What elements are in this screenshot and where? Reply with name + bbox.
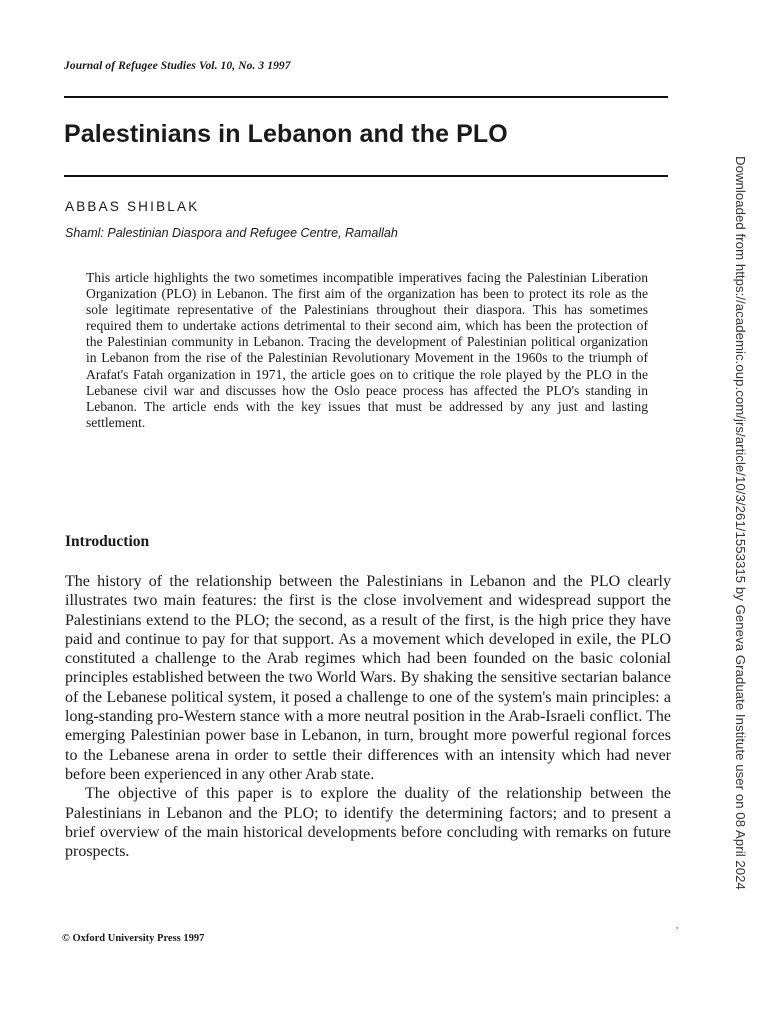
article-title: Palestinians in Lebanon and the PLO	[64, 120, 508, 148]
body-text	[65, 572, 671, 861]
title-rule	[64, 175, 668, 177]
author-affiliation: Shaml: Palestinian Diaspora and Refugee Centre, Ramallah	[65, 226, 398, 240]
abstract: This article highlights the two sometimes incompatible imperatives facing the Palestinian Liberation Organization (PLO) in Lebanon. The first aim of the organization has been to protect its role as the sole legitimate representative of the Palestinians throughout their diaspora. This has sometimes required them to undertake actions detrimental to their second aim, which has been the protection of the Palestinian community in Lebanon. Tracing the development of Palestinian political organization in Lebanon from the rise of the Palestinian Revolutionary Movement in the 1960s to the triumph of Arafat's Fatah organization in 1971, the article goes on to critique the role played by the PLO in the Lebanese civil war and discusses how the Oslo peace process has affected the PLO's standing in Lebanon. The article ends with the key issues that must be addressed by any just and lasting settlement.	[86, 270, 648, 430]
section-heading-introduction: Introduction	[65, 533, 150, 550]
journal-header: Journal of Refugee Studies Vol. 10, No. 3 1997	[64, 60, 291, 72]
stray-mark: ,	[676, 920, 679, 930]
paragraph: The objective of this paper is to explore the duality of the relationship between the Palestinians in Lebanon and the PLO; to identify the determining factors; and to present a brief overview of the main historical developments before concluding with remarks on future prospects.	[65, 785, 671, 861]
paragraph: The history of the relationship between the Palestinians in Lebanon and the PLO clearly illustrates two main features: the first is the close involvement and widespread support the Palestinians extend to the PLO; the second, as a result of the first, is the high price they have paid and continue to pay for that support. As a movement which developed in exile, the PLO constituted a challenge to the Arab regimes which had been founded on the basic colonial principles established between the two World Wars. By shaking the sensitive sectarian balance of the Lebanese political system, it posed a challenge to one of the system's main principles: a long-standing pro-Western stance with a more neutral position in the Arab-Israeli conflict. The emerging Palestinian power base in Lebanon, in turn, brought more powerful regional forces to the Lebanese arena in order to settle their differences with an intensity which had never before been experienced in any other Arab state.	[65, 573, 671, 783]
author-name: ABBAS SHIBLAK	[65, 199, 200, 214]
download-watermark: Downloaded from https://academic.oup.com/jrs/article/10/3/261/1553315 by Geneva Graduate Institute user on 08 April 2024	[733, 156, 748, 890]
top-rule	[64, 96, 668, 98]
copyright-footer: © Oxford University Press 1997	[62, 933, 205, 944]
